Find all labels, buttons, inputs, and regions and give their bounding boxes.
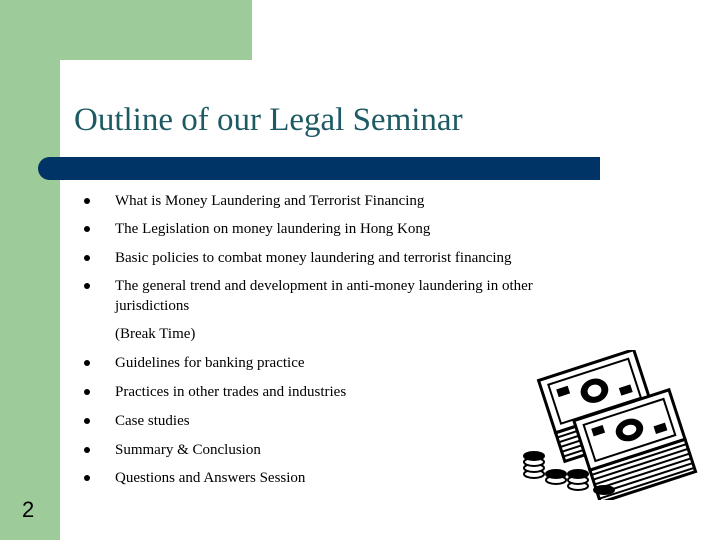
bullet-text: Basic policies to combat money laundering and terrorist financing [115,250,512,266]
bullet-text: What is Money Laundering and Terrorist Financing [115,193,425,209]
break-time-label: (Break Time) [115,326,196,342]
frame-left-bar [0,0,60,540]
bullet-icon [84,418,90,424]
bullet-icon [84,255,90,261]
bullet-icon [84,389,90,395]
bullet-text: Guidelines for banking practice [115,355,305,371]
bullet-icon [84,198,90,204]
slide-number: 2 [22,497,35,522]
frame-top-bar [0,0,252,60]
bullet-icon [84,283,90,289]
bullet-text: Summary & Conclusion [115,442,261,458]
bullet-icon [84,447,90,453]
slide-title: Outline of our Legal Seminar [74,102,463,138]
bullet-text: The general trend and development in anti-money laundering in other jurisdictions [115,278,533,314]
bullet-text: The Legislation on money laundering in Hong Kong [115,221,431,237]
money-stack-icon [520,350,710,500]
bullet-icon [84,360,90,366]
bullet-text: Practices in other trades and industries [115,384,347,400]
bullet-text: Case studies [115,413,190,429]
title-underline-bar [38,157,600,180]
bullet-icon [84,226,90,232]
bullet-icon [84,475,90,481]
bullet-text: Questions and Answers Session [115,470,306,486]
